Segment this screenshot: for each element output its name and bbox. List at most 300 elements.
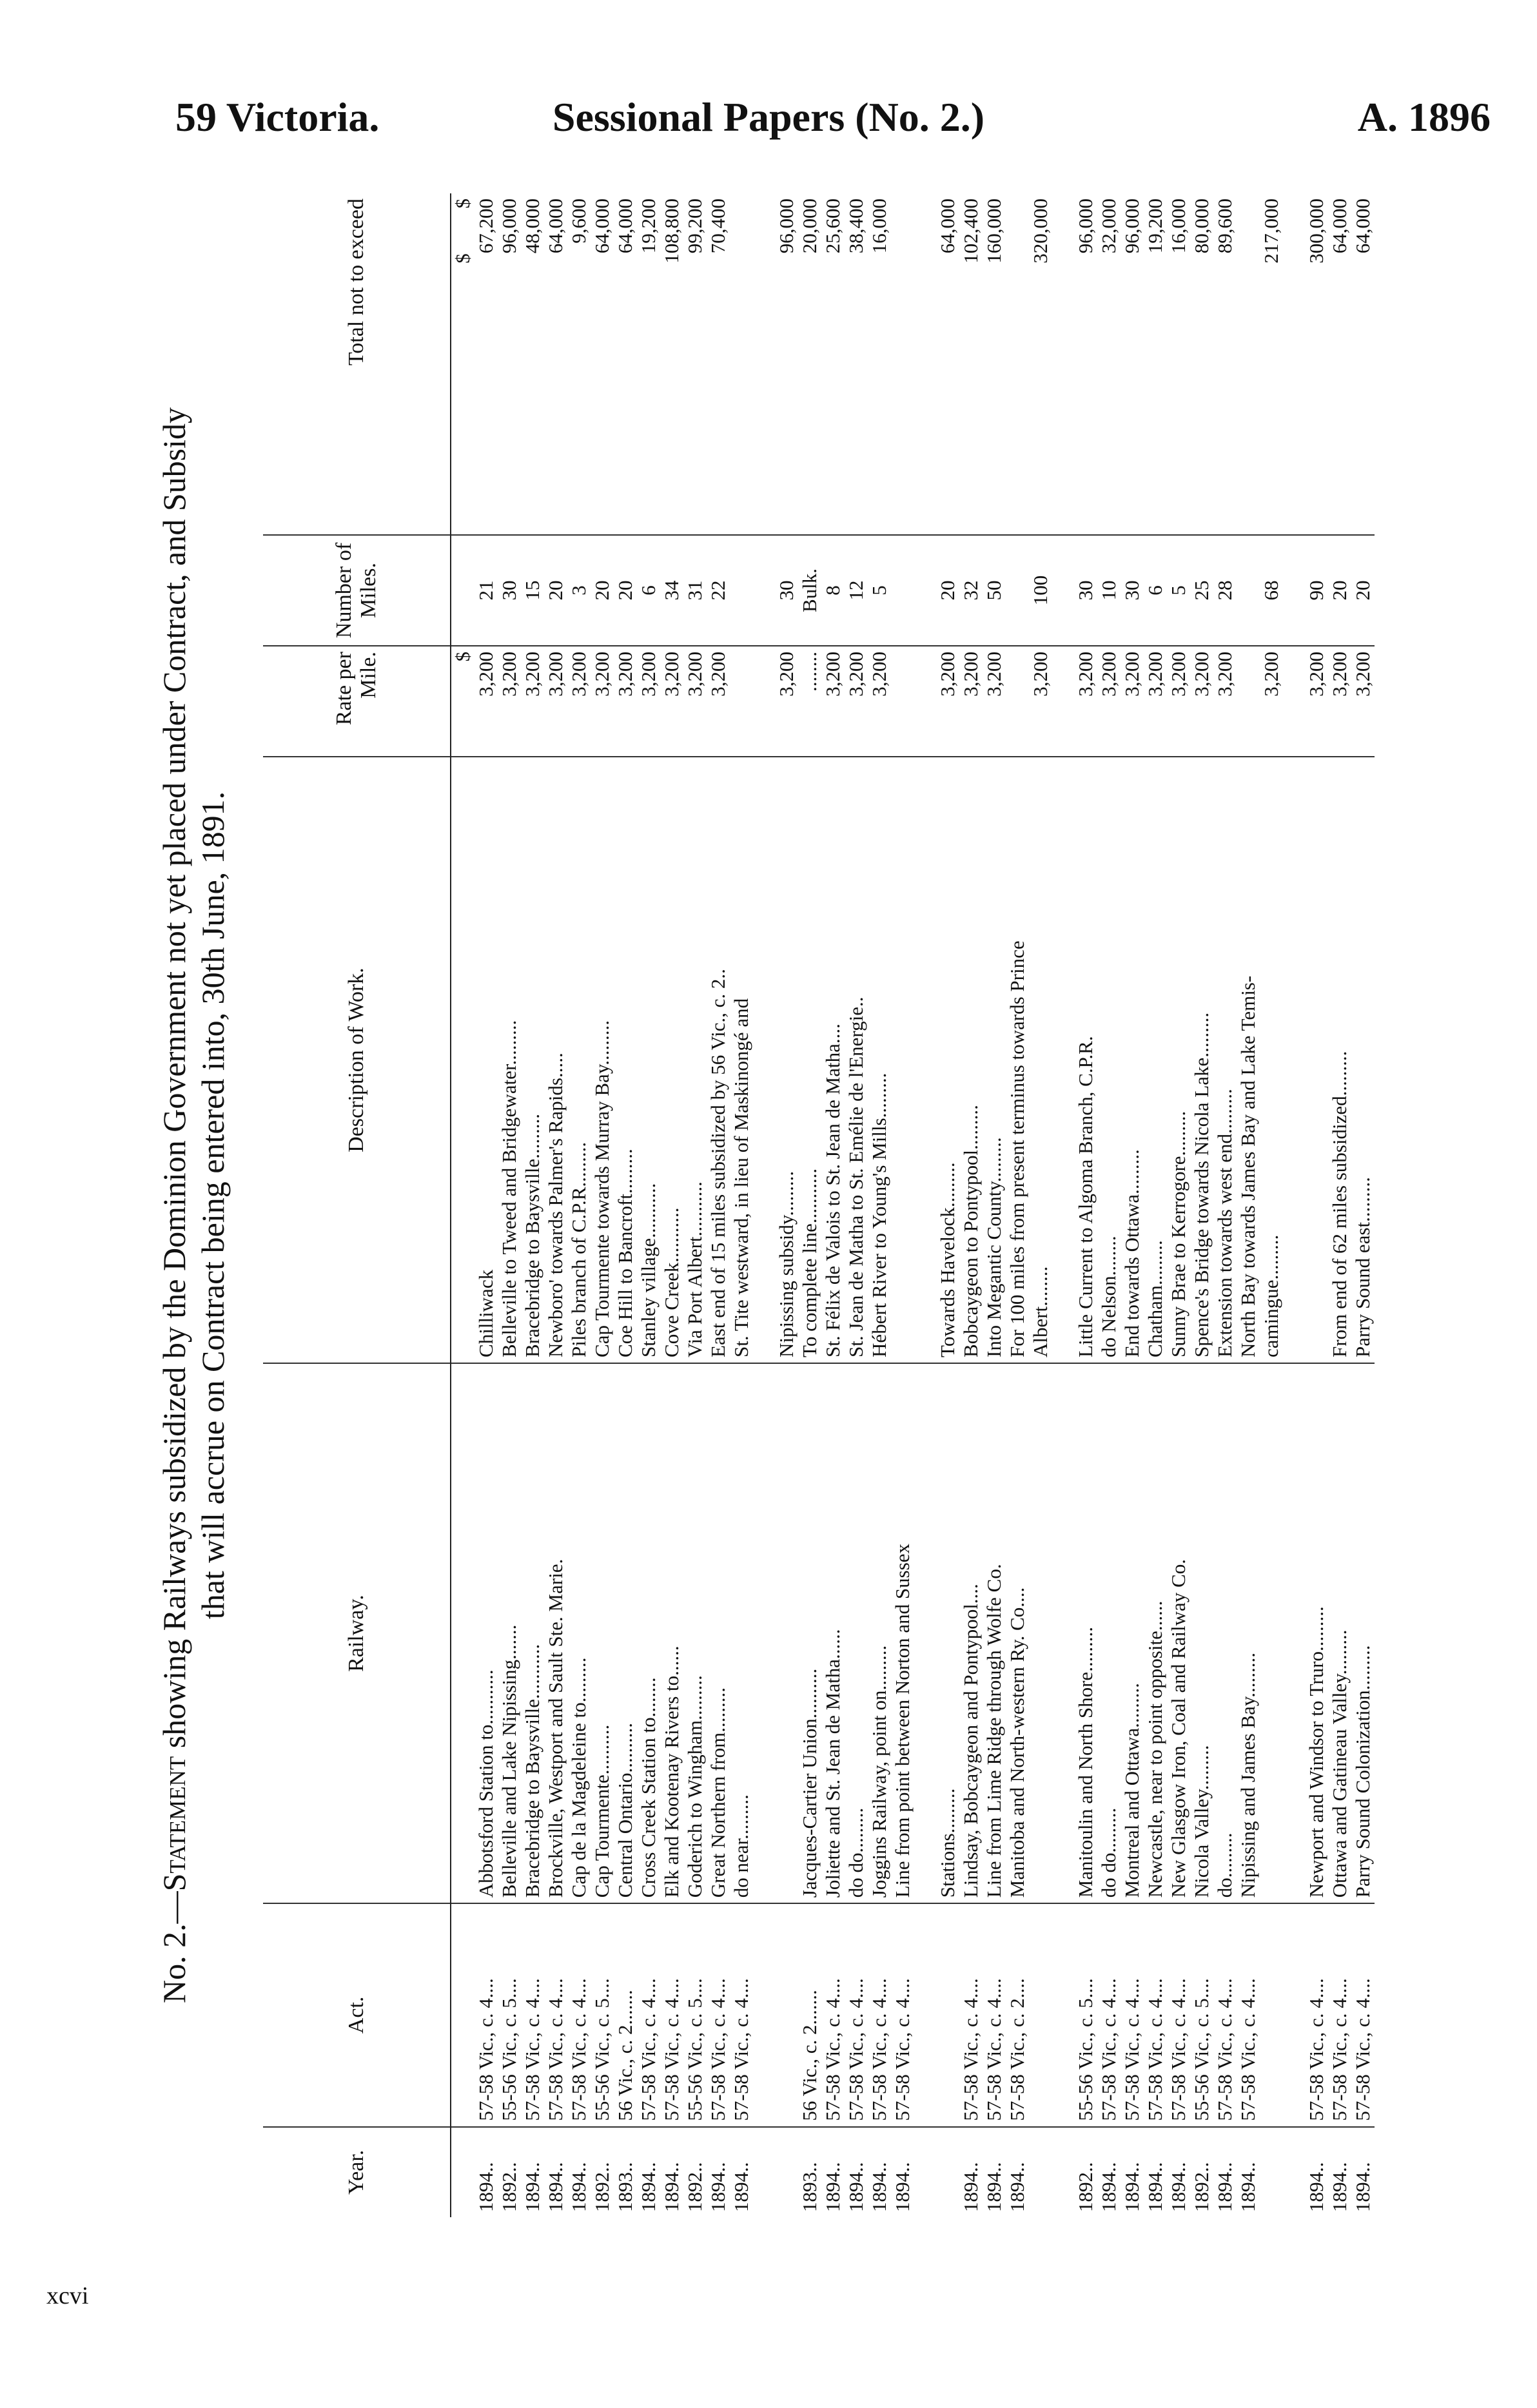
rate-cell bbox=[1006, 646, 1029, 757]
description-cell: do Nelson........ bbox=[1097, 757, 1121, 1363]
act-cell: 57-58 Vic., c. 4.... bbox=[821, 1903, 845, 2126]
act-cell: 57-58 Vic., c. 4.... bbox=[868, 1903, 891, 2126]
miles-cell: 20 bbox=[614, 535, 637, 646]
miles-cell: 100 bbox=[1029, 535, 1052, 646]
running-header bbox=[0, 94, 1537, 174]
railway-cell: Newcastle, near to point opposite...... bbox=[1144, 1363, 1167, 1903]
rate-cell: 3,200 bbox=[614, 646, 637, 757]
description-cell: From end of 62 miles subsidized......... bbox=[1328, 757, 1351, 1363]
miles-cell bbox=[730, 535, 753, 646]
description-cell: Extension towards west end......... bbox=[1213, 757, 1237, 1363]
railway-cell: Montreal and Ottawa......... bbox=[1121, 1363, 1144, 1903]
miles-cell: 30 bbox=[498, 535, 521, 646]
total-cell: 20,000 bbox=[798, 193, 821, 535]
table-row bbox=[544, 193, 567, 2217]
year-cell bbox=[1029, 2127, 1052, 2217]
total-cell: 9,600 bbox=[567, 193, 591, 535]
description-cell: Cove Creek........... bbox=[660, 757, 683, 1363]
rate-unit: $ bbox=[451, 646, 475, 757]
miles-cell: 6 bbox=[1144, 535, 1167, 646]
miles-cell: 10 bbox=[1097, 535, 1121, 646]
table-row bbox=[1029, 193, 1052, 2217]
total-cell: 320,000 bbox=[1029, 193, 1052, 535]
total-cell: 38,400 bbox=[845, 193, 868, 535]
act-cell: 57-58 Vic., c. 4.... bbox=[1351, 1903, 1375, 2126]
miles-cell: 8 bbox=[821, 535, 845, 646]
railway-cell: Nipissing and James Bay......... bbox=[1237, 1363, 1260, 1903]
units-row bbox=[451, 193, 475, 2217]
table-row bbox=[1006, 193, 1029, 2217]
railway-cell: Brockville, Westport and Sault Ste. Marie. bbox=[544, 1363, 567, 1903]
total-cell: 64,000 bbox=[614, 193, 637, 535]
rate-cell: 3,200 bbox=[1074, 646, 1097, 757]
table-row bbox=[730, 193, 753, 2217]
total-cell: 16,000 bbox=[1167, 193, 1190, 535]
table-row bbox=[798, 193, 821, 2217]
year-cell: 1894.. bbox=[959, 2162, 982, 2212]
total-cell: 80,000 bbox=[1190, 193, 1213, 535]
year-cell: 1892.. bbox=[1190, 2162, 1213, 2212]
description-cell: Bracebridge to Baysville......... bbox=[521, 757, 544, 1363]
miles-cell: 12 bbox=[845, 535, 868, 646]
table-row bbox=[591, 193, 614, 2217]
railway-cell: Joggins Railway, point on......... bbox=[868, 1363, 891, 1903]
railway-cell bbox=[1029, 1363, 1052, 1903]
total-cell: 64,000 bbox=[1351, 193, 1375, 535]
railway-cell: Cap Tourmente.......... bbox=[591, 1363, 614, 1903]
row-spacer bbox=[1052, 193, 1074, 2217]
act-cell: 57-58 Vic., c. 4.... bbox=[1305, 1903, 1328, 2126]
row-spacer bbox=[1283, 193, 1305, 2217]
description-cell: Sunny Brae to Kerrogore......... bbox=[1167, 757, 1190, 1363]
year-cell: 1894.. bbox=[637, 2162, 660, 2212]
act-cell: 55-56 Vic., c. 5.... bbox=[498, 1903, 521, 2126]
total-cell: 16,000 bbox=[868, 193, 891, 535]
railway-cell: Line from point between Norton and Sussex bbox=[891, 1363, 914, 1903]
railway-cell: Stations......... bbox=[936, 1363, 959, 1903]
rate-cell: 3,200 bbox=[983, 646, 1006, 757]
railway-cell: do near......... bbox=[730, 1363, 753, 1903]
year-cell: 1892.. bbox=[498, 2162, 520, 2212]
total-cell: 64,000 bbox=[936, 193, 959, 535]
description-cell: Piles branch of C.P.R......... bbox=[567, 757, 591, 1363]
miles-cell: 20 bbox=[591, 535, 614, 646]
row-spacer bbox=[914, 193, 936, 2217]
rate-cell: 3,200 bbox=[591, 646, 614, 757]
total-cell: 96,000 bbox=[1074, 193, 1097, 535]
year-cell: 1894.. bbox=[845, 2162, 867, 2212]
description-cell: Little Current to Algoma Branch, C.P.R. bbox=[1074, 757, 1097, 1363]
railway-cell: Elk and Kootenay Rivers to...... bbox=[660, 1363, 683, 1903]
total-cell: 19,200 bbox=[637, 193, 660, 535]
description-cell: To complete line........... bbox=[798, 757, 821, 1363]
miles-cell: 21 bbox=[475, 535, 498, 646]
rate-cell: 3,200 bbox=[959, 646, 983, 757]
description-cell: St. Tite westward, in lieu of Maskinongé and bbox=[730, 757, 753, 1363]
railway-cell: Joliette and St. Jean de Matha...... bbox=[821, 1363, 845, 1903]
table-row bbox=[775, 193, 798, 2217]
act-cell: 57-58 Vic., c. 2.... bbox=[1006, 1903, 1029, 2126]
miles-cell: 30 bbox=[775, 535, 798, 646]
act-cell: 55-56 Vic., c. 5.... bbox=[683, 1903, 707, 2126]
table-body bbox=[451, 193, 1375, 2217]
miles-cell: 32 bbox=[959, 535, 983, 646]
miles-cell: 3 bbox=[567, 535, 591, 646]
act-cell: 57-58 Vic., c. 4.... bbox=[1144, 1903, 1167, 2126]
year-cell: 1894.. bbox=[1213, 2162, 1236, 2212]
total-cell: 217,000 bbox=[1260, 193, 1283, 535]
table-row bbox=[1097, 193, 1121, 2217]
table-row bbox=[1190, 193, 1213, 2217]
total-cell: 96,000 bbox=[775, 193, 798, 535]
miles-cell: 30 bbox=[1121, 535, 1144, 646]
miles-cell: 15 bbox=[521, 535, 544, 646]
miles-cell bbox=[1237, 535, 1260, 646]
year-cell: 1894.. bbox=[707, 2162, 729, 2212]
table-row bbox=[637, 193, 660, 2217]
year-cell: 1894.. bbox=[1305, 2162, 1327, 2212]
miles-cell: 6 bbox=[637, 535, 660, 646]
act-cell: 57-58 Vic., c. 4.... bbox=[1213, 1903, 1237, 2126]
table-row bbox=[521, 193, 544, 2217]
table-row bbox=[1305, 193, 1328, 2217]
rate-cell bbox=[730, 646, 753, 757]
year-cell bbox=[1260, 2127, 1283, 2217]
description-cell: Nipissing subsidy......... bbox=[775, 757, 798, 1363]
description-cell: Into Megantic County......... bbox=[983, 757, 1006, 1363]
col-total: Total not to exceed bbox=[263, 193, 451, 535]
rate-cell: 3,200 bbox=[775, 646, 798, 757]
act-cell: 57-58 Vic., c. 4.... bbox=[567, 1903, 591, 2126]
table-row bbox=[936, 193, 959, 2217]
miles-cell: 68 bbox=[1260, 535, 1283, 646]
railway-cell: Ottawa and Gatineau Valley......... bbox=[1328, 1363, 1351, 1903]
rate-cell: 3,200 bbox=[1167, 646, 1190, 757]
rate-cell: 3,200 bbox=[1097, 646, 1121, 757]
railway-cell: Cross Creek Station to........ bbox=[637, 1363, 660, 1903]
description-cell: Newboro' towards Palmer's Rapids..... bbox=[544, 757, 567, 1363]
year-cell: 1894.. bbox=[1097, 2162, 1120, 2212]
miles-cell: 90 bbox=[1305, 535, 1328, 646]
statement-title bbox=[155, 193, 232, 2217]
act-cell: 57-58 Vic., c. 4.... bbox=[544, 1903, 567, 2126]
description-cell: Coe Hill to Bancroft......... bbox=[614, 757, 637, 1363]
table-row bbox=[707, 193, 730, 2217]
railway-cell: Abbotsford Station to........... bbox=[475, 1363, 498, 1903]
act-cell bbox=[775, 1903, 798, 2126]
year-cell: 1892.. bbox=[1074, 2162, 1097, 2212]
railway-cell bbox=[775, 1363, 798, 1903]
railway-cell: do do......... bbox=[1097, 1363, 1121, 1903]
total-cell: 102,400 bbox=[959, 193, 983, 535]
table-row bbox=[983, 193, 1006, 2217]
railway-cell: Jacques-Cartier Union.......... bbox=[798, 1363, 821, 1903]
total-cell bbox=[730, 193, 753, 535]
col-railway: Railway. bbox=[263, 1363, 451, 1903]
rate-cell bbox=[1237, 646, 1260, 757]
year-cell bbox=[936, 2127, 959, 2217]
description-cell: Parry Sound east......... bbox=[1351, 757, 1375, 1363]
total-cell: 108,800 bbox=[660, 193, 683, 535]
description-cell: Spence's Bridge towards Nicola Lake......... bbox=[1190, 757, 1213, 1363]
table-row bbox=[891, 193, 914, 2217]
total-cell: 64,000 bbox=[591, 193, 614, 535]
total-cell: 64,000 bbox=[1328, 193, 1351, 535]
miles-cell: 50 bbox=[983, 535, 1006, 646]
act-cell: 56 Vic., c. 2....... bbox=[798, 1903, 821, 2126]
railway-cell: Newport and Windsor to Truro......... bbox=[1305, 1363, 1328, 1903]
description-cell: East end of 15 miles subsidized by 56 Vic., c. 2.. bbox=[707, 757, 730, 1363]
year-cell: 1894.. bbox=[1237, 2162, 1259, 2212]
total-cell: 32,000 bbox=[1097, 193, 1121, 535]
total-cell: 89,600 bbox=[1213, 193, 1237, 535]
year-cell: 1894.. bbox=[660, 2162, 683, 2212]
total-cell: 64,000 bbox=[544, 193, 567, 535]
description-cell: camingue......... bbox=[1260, 757, 1283, 1363]
miles-cell: 20 bbox=[1351, 535, 1375, 646]
miles-cell: Bulk. bbox=[798, 535, 821, 646]
year-cell: 1894.. bbox=[983, 2162, 1005, 2212]
miles-cell: 22 bbox=[707, 535, 730, 646]
table-row bbox=[660, 193, 683, 2217]
railway-cell: Manitoulin and North Shore......... bbox=[1074, 1363, 1097, 1903]
railway-cell: Great Northern from......... bbox=[707, 1363, 730, 1903]
miles-cell: 25 bbox=[1190, 535, 1213, 646]
total-cell: 96,000 bbox=[1121, 193, 1144, 535]
total-cell: 19,200 bbox=[1144, 193, 1167, 535]
act-cell: 57-58 Vic., c. 4.... bbox=[983, 1903, 1006, 2126]
railway-cell: Goderich to Wingham......... bbox=[683, 1363, 707, 1903]
rate-cell: 3,200 bbox=[1190, 646, 1213, 757]
description-cell: St. Jean de Matha to St. Emélie de l'Energie.. bbox=[845, 757, 868, 1363]
year-cell: 1894.. bbox=[1167, 2162, 1189, 2212]
year-cell: 1894.. bbox=[868, 2162, 890, 2212]
table-row bbox=[614, 193, 637, 2217]
description-cell: Chilliwack bbox=[475, 757, 498, 1363]
table-row bbox=[1074, 193, 1097, 2217]
railway-cell: Nicola Valley......... bbox=[1190, 1363, 1213, 1903]
act-cell: 55-56 Vic., c. 5.... bbox=[591, 1903, 614, 2126]
title-line-1: No. 2.—Statement showing Railways subsidized by the Dominion Government not yet placed under Contract, and Subsidy bbox=[156, 407, 192, 2004]
rate-cell: 3,200 bbox=[544, 646, 567, 757]
act-cell: 57-58 Vic., c. 4.... bbox=[707, 1903, 730, 2126]
rotated-statement bbox=[155, 193, 1496, 2217]
railway-cell: Lindsay, Bobcaygeon and Pontypool.... bbox=[959, 1363, 983, 1903]
year-cell: 1894.. bbox=[1351, 2162, 1374, 2212]
act-cell: 57-58 Vic., c. 4.... bbox=[845, 1903, 868, 2126]
total-cell bbox=[1237, 193, 1260, 535]
year-cell: 1894.. bbox=[521, 2162, 543, 2212]
table-row bbox=[1328, 193, 1351, 2217]
table-row bbox=[1144, 193, 1167, 2217]
miles-cell: 34 bbox=[660, 535, 683, 646]
act-cell: 57-58 Vic., c. 4.... bbox=[959, 1903, 983, 2126]
table-row bbox=[1213, 193, 1237, 2217]
miles-cell: 5 bbox=[868, 535, 891, 646]
table-header-row bbox=[263, 193, 451, 2217]
row-spacer bbox=[753, 193, 775, 2217]
rate-cell: 3,200 bbox=[936, 646, 959, 757]
miles-cell: 20 bbox=[1328, 535, 1351, 646]
railway-cell: Parry Sound Colonization......... bbox=[1351, 1363, 1375, 1903]
rate-cell: 3,200 bbox=[1213, 646, 1237, 757]
col-rate: Rate per Mile. bbox=[263, 646, 451, 757]
act-cell bbox=[1260, 1903, 1283, 2126]
rate-cell: 3,200 bbox=[683, 646, 707, 757]
rate-cell: 3,200 bbox=[567, 646, 591, 757]
railway-cell: Manitoba and North-western Ry. Co.... bbox=[1006, 1363, 1029, 1903]
rate-cell: 3,200 bbox=[1328, 646, 1351, 757]
railway-cell: Belleville and Lake Nipissing....... bbox=[498, 1363, 521, 1903]
act-cell: 57-58 Vic., c. 4.... bbox=[1167, 1903, 1190, 2126]
description-cell bbox=[1305, 757, 1328, 1363]
year-cell: 1893.. bbox=[798, 2162, 821, 2212]
total-cell: 160,000 bbox=[983, 193, 1006, 535]
railway-cell: Central Ontario.......... bbox=[614, 1363, 637, 1903]
table-row bbox=[1351, 193, 1375, 2217]
year-cell: 1894.. bbox=[730, 2162, 752, 2212]
year-cell: 1892.. bbox=[591, 2162, 613, 2212]
railway-cell bbox=[1260, 1363, 1283, 1903]
miles-cell bbox=[891, 535, 914, 646]
table-row bbox=[1237, 193, 1260, 2217]
table-row bbox=[498, 193, 521, 2217]
act-cell: 57-58 Vic., c. 4.... bbox=[1121, 1903, 1144, 2126]
table-row bbox=[1167, 193, 1190, 2217]
total-cell: 96,000 bbox=[498, 193, 521, 535]
description-cell: Cap Tourmente towards Murray Bay......... bbox=[591, 757, 614, 1363]
railway-cell: New Glasgow Iron, Coal and Railway Co. bbox=[1167, 1363, 1190, 1903]
table-row bbox=[1260, 193, 1283, 2217]
rate-cell: ........ bbox=[798, 646, 821, 757]
act-cell: 55-56 Vic., c. 5.... bbox=[1074, 1903, 1097, 2126]
total-units: $ $ bbox=[451, 193, 475, 535]
miles-cell: 20 bbox=[544, 535, 567, 646]
table-row bbox=[868, 193, 891, 2217]
col-miles: Number of Miles. bbox=[263, 535, 451, 646]
year-cell: 1894.. bbox=[544, 2162, 567, 2212]
act-cell: 57-58 Vic., c. 4.... bbox=[521, 1903, 544, 2126]
table-row bbox=[567, 193, 591, 2217]
description-cell bbox=[891, 757, 914, 1363]
total-cell bbox=[1006, 193, 1029, 535]
total-cell: 67,200 bbox=[475, 193, 498, 535]
page-number: xcvi bbox=[46, 2282, 89, 2309]
act-cell: 57-58 Vic., c. 4.... bbox=[475, 1903, 498, 2126]
title-line-2: that will accrue on Contract being entered into, 30th June, 1891. bbox=[195, 791, 231, 1620]
year-cell: 1893.. bbox=[614, 2162, 636, 2212]
rate-cell: 3,200 bbox=[637, 646, 660, 757]
rate-cell: 3,200 bbox=[821, 646, 845, 757]
description-cell: Belleville to Tweed and Bridgewater......... bbox=[498, 757, 521, 1363]
rate-cell bbox=[891, 646, 914, 757]
header-session: 59 Victoria. bbox=[175, 94, 380, 140]
total-cell: 99,200 bbox=[683, 193, 707, 535]
railway-cell: do do......... bbox=[845, 1363, 868, 1903]
miles-cell: 28 bbox=[1213, 535, 1237, 646]
year-cell: 1894.. bbox=[891, 2162, 914, 2212]
description-cell: Stanley village........... bbox=[637, 757, 660, 1363]
rate-cell: 3,200 bbox=[521, 646, 544, 757]
year-cell: 1894.. bbox=[1144, 2162, 1166, 2212]
act-cell: 57-58 Vic., c. 4.... bbox=[730, 1903, 753, 2126]
rate-cell: 3,200 bbox=[868, 646, 891, 757]
miles-cell: 31 bbox=[683, 535, 707, 646]
rate-cell: 3,200 bbox=[1351, 646, 1375, 757]
description-cell: End towards Ottawa......... bbox=[1121, 757, 1144, 1363]
act-cell: 57-58 Vic., c. 4.... bbox=[891, 1903, 914, 2126]
table-row bbox=[821, 193, 845, 2217]
year-cell: 1894.. bbox=[1121, 2162, 1143, 2212]
act-cell bbox=[936, 1903, 959, 2126]
description-cell: Hébert River to Young's Mills......... bbox=[868, 757, 891, 1363]
table-row bbox=[1121, 193, 1144, 2217]
rate-cell: 3,200 bbox=[707, 646, 730, 757]
header-sessional-papers: Sessional Papers (No. 2.) bbox=[552, 94, 985, 140]
rate-cell: 3,200 bbox=[1121, 646, 1144, 757]
table-row bbox=[683, 193, 707, 2217]
rate-cell: 3,200 bbox=[660, 646, 683, 757]
description-cell: St. Félix de Valois to St. Jean de Matha.... bbox=[821, 757, 845, 1363]
year-cell: 1894.. bbox=[567, 2162, 590, 2212]
act-cell: 57-58 Vic., c. 4.... bbox=[637, 1903, 660, 2126]
miles-cell: 5 bbox=[1167, 535, 1190, 646]
act-cell: 57-58 Vic., c. 4.... bbox=[660, 1903, 683, 2126]
description-cell: Towards Havelock......... bbox=[936, 757, 959, 1363]
year-cell: 1894.. bbox=[1006, 2162, 1028, 2212]
total-cell: 48,000 bbox=[521, 193, 544, 535]
railway-subsidy-table bbox=[263, 193, 1375, 2217]
act-cell: 57-58 Vic., c. 4.... bbox=[1328, 1903, 1351, 2126]
act-cell: 56 Vic., c. 2....... bbox=[614, 1903, 637, 2126]
railway-cell: Bracebridge to Baysville........... bbox=[521, 1363, 544, 1903]
table-row bbox=[475, 193, 498, 2217]
col-year: Year. bbox=[263, 2127, 451, 2217]
rate-cell: 3,200 bbox=[498, 646, 521, 757]
description-cell: Albert........ bbox=[1029, 757, 1052, 1363]
rate-cell: 3,200 bbox=[845, 646, 868, 757]
total-cell: 25,600 bbox=[821, 193, 845, 535]
description-cell: Bobcaygeon to Pontypool......... bbox=[959, 757, 983, 1363]
rate-cell: 3,200 bbox=[1029, 646, 1052, 757]
miles-cell: 30 bbox=[1074, 535, 1097, 646]
year-cell bbox=[775, 2127, 798, 2217]
header-year: A. 1896 bbox=[1357, 94, 1491, 140]
year-cell: 1894.. bbox=[821, 2162, 844, 2212]
rate-cell: 3,200 bbox=[475, 646, 498, 757]
year-cell: 1894.. bbox=[1328, 2162, 1351, 2212]
total-cell: 300,000 bbox=[1305, 193, 1328, 535]
col-act: Act. bbox=[263, 1903, 451, 2126]
act-cell: 57-58 Vic., c. 4.... bbox=[1097, 1903, 1121, 2126]
miles-cell: 20 bbox=[936, 535, 959, 646]
description-cell: Chatham......... bbox=[1144, 757, 1167, 1363]
railway-cell: Line from Lime Ridge through Wolfe Co. bbox=[983, 1363, 1006, 1903]
table-row bbox=[845, 193, 868, 2217]
miles-cell bbox=[1006, 535, 1029, 646]
description-cell: For 100 miles from present terminus towards Prince bbox=[1006, 757, 1029, 1363]
total-cell: 70,400 bbox=[707, 193, 730, 535]
year-cell: 1892.. bbox=[683, 2162, 706, 2212]
act-cell: 55-56 Vic., c. 5.... bbox=[1190, 1903, 1213, 2126]
total-cell bbox=[891, 193, 914, 535]
rate-cell: 3,200 bbox=[1260, 646, 1283, 757]
act-cell: 57-58 Vic., c. 4.... bbox=[1237, 1903, 1260, 2126]
description-cell: Via Port Albert........... bbox=[683, 757, 707, 1363]
railway-cell: do......... bbox=[1213, 1363, 1237, 1903]
year-cell: 1894.. bbox=[475, 2162, 497, 2212]
rate-cell: 3,200 bbox=[1305, 646, 1328, 757]
